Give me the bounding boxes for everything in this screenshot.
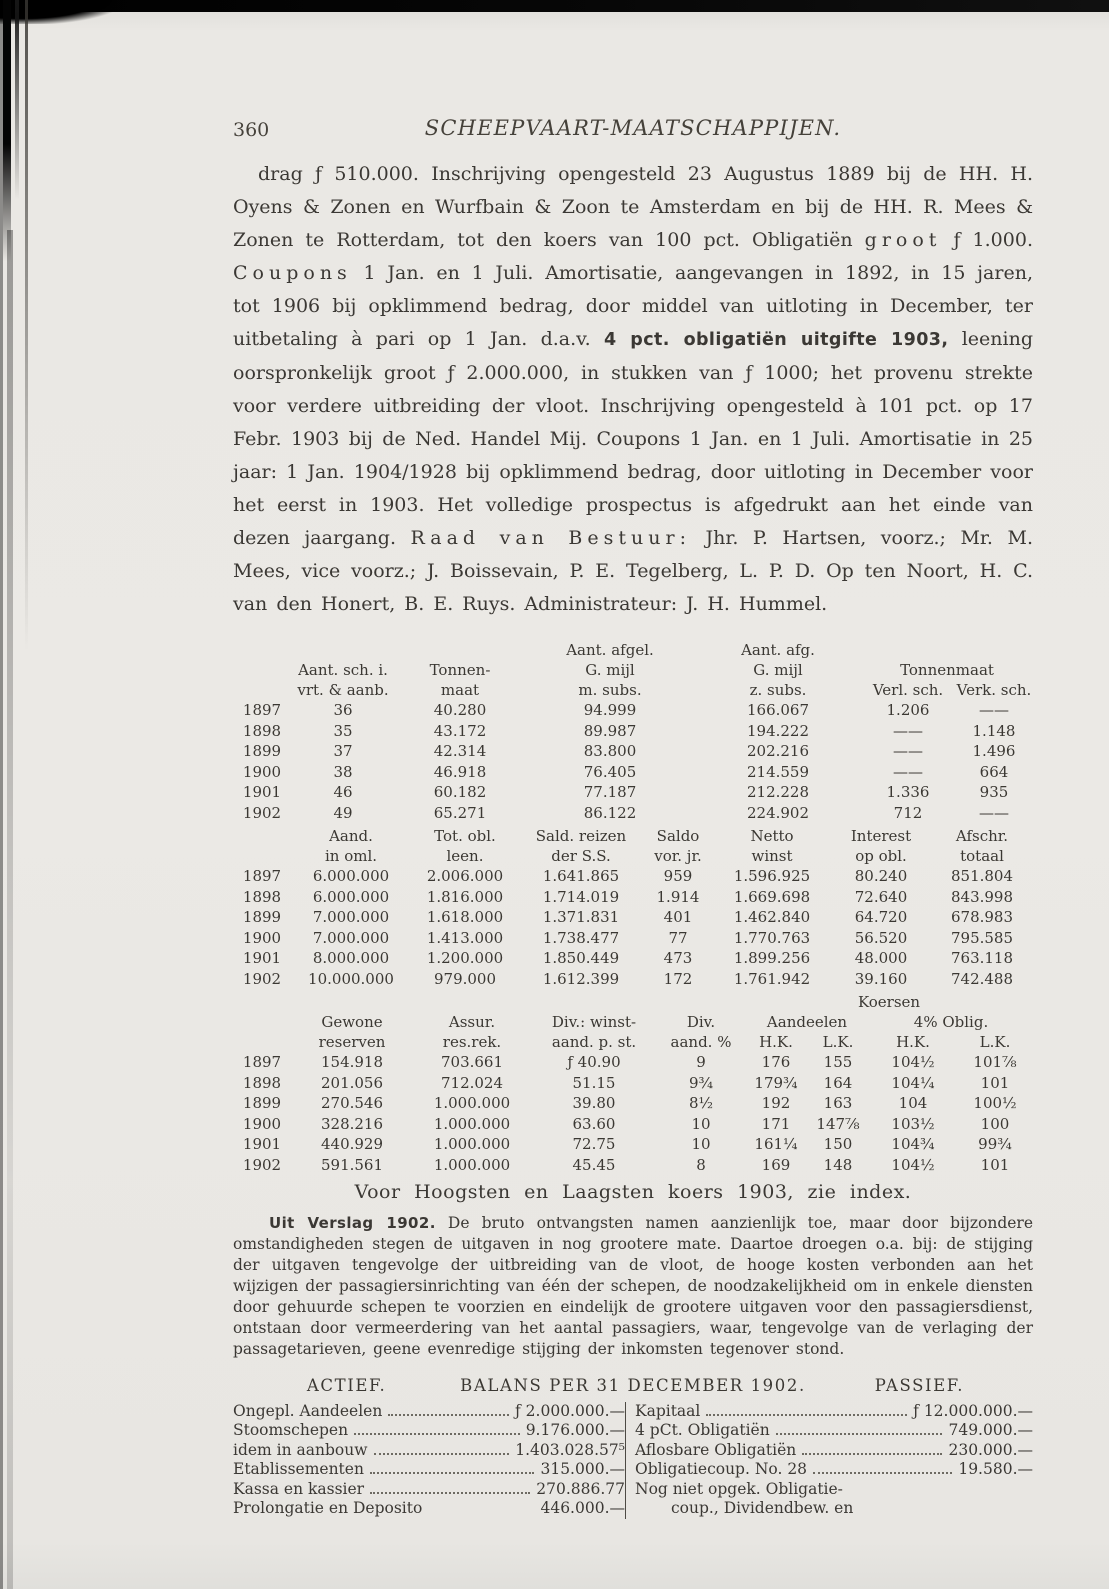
table-cell: 45.45 bbox=[572, 1155, 616, 1174]
column-header: Sald. reizen bbox=[535, 827, 627, 845]
table-cell: 1.200.000 bbox=[426, 949, 504, 967]
column-header: Gewone bbox=[321, 1013, 383, 1031]
table-cell: 46 bbox=[333, 783, 353, 801]
table-cell: 1902 bbox=[242, 803, 282, 822]
table-cell: 171 bbox=[761, 1114, 791, 1133]
table-cell: 270.546 bbox=[320, 1094, 384, 1112]
text-segment: Jhr. P. Hartsen, voorz.; Mr. M. Mees, vice voorz.; J. Boissevain, P. E. Tegelberg, L. P. D. Op ten Noort, H. C. van den Honert, B. E. Ruys. Administrateur: J. H. Hummel. bbox=[233, 527, 1033, 615]
table-cell: 8 bbox=[696, 1155, 706, 1174]
balance-amount: 315.000.— bbox=[540, 1460, 625, 1478]
table-cell: 1.714.019 bbox=[542, 887, 620, 906]
balance-label: Kassa en kassier bbox=[233, 1479, 365, 1498]
table-cell: 63.60 bbox=[572, 1114, 616, 1133]
table-row bbox=[233, 762, 1033, 783]
table-cell: 60.182 bbox=[433, 783, 487, 801]
table-row bbox=[233, 1155, 1033, 1176]
table-cell: 1.914 bbox=[656, 887, 700, 906]
table-cell: 64.720 bbox=[854, 908, 908, 926]
table-cell: 401 bbox=[663, 908, 693, 926]
table-cell: 8.000.000 bbox=[312, 949, 390, 967]
table-cell: 86.122 bbox=[583, 803, 637, 822]
table-row bbox=[233, 721, 1033, 742]
table-cell: 65.271 bbox=[433, 803, 487, 822]
column-header: 4% Oblig. bbox=[913, 1013, 989, 1031]
column-header: Tonnen- bbox=[429, 661, 491, 679]
table-cell: 6.000.000 bbox=[312, 867, 390, 885]
balance-amount: 749.000.— bbox=[948, 1421, 1033, 1439]
table-cell: 72.75 bbox=[572, 1135, 616, 1153]
column-header: der S.S. bbox=[551, 847, 611, 865]
table-cell: 76.405 bbox=[583, 762, 637, 781]
table-cell: 212.228 bbox=[746, 783, 810, 801]
table-cell: 851.804 bbox=[950, 867, 1014, 885]
table-cell: 591.561 bbox=[320, 1155, 384, 1174]
table-row bbox=[233, 928, 1033, 949]
text-segment: Raad van Bestuur: bbox=[410, 527, 691, 549]
balance-amount: 1.403.028.57⁵ bbox=[515, 1440, 625, 1459]
column-header: maat bbox=[440, 681, 480, 699]
balance-amount: ƒ 12.000.000.— bbox=[913, 1401, 1033, 1420]
table-cell: —— bbox=[979, 701, 1009, 719]
table-cell: 1899 bbox=[242, 742, 282, 760]
table-cell: 1898 bbox=[242, 721, 282, 740]
table-cell: 37 bbox=[333, 742, 353, 760]
dotted-leader bbox=[374, 1453, 510, 1455]
table-cell: 1.618.000 bbox=[426, 908, 504, 926]
column-header: vrt. & aanb. bbox=[297, 681, 389, 699]
table-cell: 935 bbox=[979, 783, 1009, 801]
text-segment: leening oorspronkelijk groot ƒ 2.000.000, in stukken van ƒ 1000; het provenu strekte voor verdere uitbreiding der vloot. Inschrijving opengesteld à 101 pct. op 17 Febr. 1903 bij de Ned. Handel Mij. Coupons 1 Jan. en 1 Juli. Amortisatie in 25 jaar: 1 Jan. 1904/1928 bij opklimmend bedrag, door uitloting in December voor het eerst in 1903. Het volledige prospectus is afgedrukt aan het einde van dezen jaargang. bbox=[233, 328, 1033, 549]
table-cell: 1.148 bbox=[972, 721, 1016, 740]
bold-text-segment: 4 pct. obligatiën uitgifte 1903, bbox=[603, 330, 949, 350]
page-content bbox=[233, 116, 1033, 1519]
balance-amount: ƒ 2.000.000.— bbox=[515, 1401, 625, 1420]
table-cell: 1.000.000 bbox=[433, 1114, 511, 1133]
column-header: totaal bbox=[960, 847, 1004, 865]
table-cell: 77.187 bbox=[583, 783, 637, 801]
actief-label: ACTIEF. bbox=[306, 1375, 387, 1395]
balance-row bbox=[233, 1499, 625, 1519]
balance-amount: 230.000.— bbox=[948, 1440, 1033, 1459]
dotted-leader bbox=[388, 1414, 509, 1416]
table-row bbox=[233, 948, 1033, 969]
table-row bbox=[233, 1134, 1033, 1155]
table-cell: 150 bbox=[823, 1135, 853, 1153]
balance-label: idem in aanbouw bbox=[233, 1440, 368, 1459]
column-header: res.rek. bbox=[442, 1033, 502, 1051]
balans-title: BALANS PER 31 DECEMBER 1902. bbox=[460, 1375, 806, 1395]
table-cell: 10 bbox=[691, 1135, 711, 1153]
table-cell: 6.000.000 bbox=[312, 887, 390, 906]
table-cell: 1.206 bbox=[886, 701, 930, 719]
column-header: L.K. bbox=[979, 1033, 1011, 1051]
balance-amount: 9.176.000.— bbox=[525, 1421, 625, 1439]
table-cell: 1898 bbox=[242, 1073, 282, 1092]
tonnage-table-header bbox=[233, 640, 1033, 700]
binding-mark bbox=[0, 0, 3, 1589]
dotted-leader bbox=[370, 1472, 535, 1474]
column-header: Verl. sch. bbox=[872, 681, 944, 699]
table-cell: 163 bbox=[823, 1094, 853, 1112]
table-cell: —— bbox=[893, 742, 923, 760]
table-cell: 678.983 bbox=[950, 908, 1014, 926]
balance-amount: 270.886.77 bbox=[536, 1479, 625, 1498]
finance-table-header bbox=[233, 826, 1033, 866]
dotted-leader bbox=[802, 1453, 942, 1455]
column-header: vor. jr. bbox=[654, 847, 702, 865]
balance-label: coup., Dividendbew. en bbox=[671, 1499, 854, 1517]
balance-amount: 446.000.— bbox=[540, 1499, 625, 1517]
koersen-table-header bbox=[233, 992, 1033, 1052]
table-cell: 46.918 bbox=[433, 762, 487, 781]
table-cell: 94.999 bbox=[583, 701, 637, 719]
dotted-leader bbox=[813, 1472, 952, 1474]
dotted-leader bbox=[706, 1414, 907, 1416]
column-header: H.K. bbox=[896, 1033, 930, 1051]
table-cell: 83.800 bbox=[583, 742, 637, 760]
table-row bbox=[233, 741, 1033, 762]
text-segment: Coupons bbox=[233, 262, 352, 284]
table-row bbox=[233, 969, 1033, 990]
column-header: z. subs. bbox=[749, 681, 807, 699]
table-cell: 979.000 bbox=[433, 969, 497, 988]
column-header: L.K. bbox=[822, 1033, 854, 1051]
table-cell: 843.998 bbox=[950, 887, 1014, 906]
table-cell: 1.336 bbox=[886, 783, 930, 801]
table-cell: 328.216 bbox=[320, 1114, 384, 1133]
table-row bbox=[233, 907, 1033, 928]
table-cell: 1897 bbox=[242, 867, 282, 885]
passief-column bbox=[625, 1402, 1033, 1519]
table-cell: 1.761.942 bbox=[733, 969, 811, 988]
column-header: Interest bbox=[850, 827, 912, 845]
table-cell: 1897 bbox=[242, 701, 282, 719]
table-cell: 103½ bbox=[891, 1114, 935, 1133]
column-header: op obl. bbox=[855, 847, 907, 865]
binding-mark bbox=[15, 0, 19, 200]
balans-section bbox=[233, 1376, 1033, 1519]
table-cell: 1.000.000 bbox=[433, 1155, 511, 1174]
table-cell: 1.000.000 bbox=[433, 1135, 511, 1153]
column-header: G. mijl bbox=[753, 661, 803, 679]
table-row bbox=[233, 803, 1033, 824]
table-cell: —— bbox=[893, 762, 923, 781]
table-cell: 51.15 bbox=[572, 1073, 616, 1092]
table-cell: 473 bbox=[663, 949, 693, 967]
table-cell: —— bbox=[979, 803, 1009, 822]
column-group-header: Koersen bbox=[857, 993, 921, 1011]
table-cell: —— bbox=[893, 721, 923, 740]
table-cell: 154.918 bbox=[320, 1053, 384, 1071]
table-cell: 39.160 bbox=[854, 969, 908, 988]
balance-row bbox=[233, 1421, 625, 1441]
table-cell: 148 bbox=[823, 1155, 853, 1174]
koers-index-note: Voor Hoogsten en Laagsten koers 1903, zie index. bbox=[354, 1181, 912, 1203]
column-header: Verk. sch. bbox=[956, 681, 1032, 699]
table-row bbox=[233, 1114, 1033, 1135]
column-header: m. subs. bbox=[578, 681, 642, 699]
table-row bbox=[233, 887, 1033, 908]
balance-amount: 19.580.— bbox=[958, 1460, 1033, 1478]
koersen-table bbox=[233, 992, 1033, 1175]
column-header: Aandeelen bbox=[766, 1013, 848, 1031]
table-cell: 1900 bbox=[242, 1114, 282, 1133]
verslag-paragraph bbox=[233, 1213, 1033, 1360]
balance-label: Etablissementen bbox=[233, 1460, 364, 1478]
binding-mark bbox=[3, 0, 11, 262]
table-cell: 1.371.831 bbox=[542, 908, 620, 926]
table-cell: 1.496 bbox=[972, 742, 1016, 760]
column-header: Aant. afg. bbox=[741, 641, 815, 659]
table-cell: 172 bbox=[663, 969, 693, 988]
balance-row bbox=[635, 1460, 1033, 1480]
top-edge-scan-artifact bbox=[0, 0, 1109, 12]
table-cell: 72.640 bbox=[854, 887, 908, 906]
table-cell: 147⅞ bbox=[816, 1114, 860, 1133]
balance-label: Ongepl. Aandeelen bbox=[233, 1401, 383, 1420]
table-cell: 202.216 bbox=[746, 742, 810, 760]
table-cell: 104 bbox=[898, 1094, 928, 1112]
table-cell: 38 bbox=[333, 762, 353, 781]
text-segment: drag ƒ 510.000. Inschrijving opengesteld 23 Augustus 1889 bij de HH. H. Oyens & Zonen en Wurfbain & Zoon te Amsterdam en bij de HH. R. Mees & Zonen te Rotterdam, tot den koers van 100 pct. Obligatiën bbox=[233, 163, 1033, 251]
column-header: leen. bbox=[446, 847, 484, 865]
table-cell: 100½ bbox=[973, 1094, 1017, 1112]
balance-row bbox=[635, 1421, 1033, 1441]
table-cell: 36 bbox=[333, 701, 353, 719]
balance-label: 4 pCt. Obligatiën bbox=[635, 1421, 770, 1439]
table-cell: 176 bbox=[761, 1053, 791, 1071]
binding-mark bbox=[25, 0, 28, 650]
text-segment: 1 Jan. en 1 Juli. Amortisatie, aangevangen in 1892, in 15 jaren, tot 1906 bij opklimmend bedrag, door middel van uitloting in December, ter uitbetaling à pari op 1 Jan. d.a.v. bbox=[233, 262, 1033, 350]
table-cell: 39.80 bbox=[572, 1094, 616, 1112]
dotted-leader bbox=[370, 1492, 530, 1494]
column-header: Aant. afgel. bbox=[566, 641, 654, 659]
table-cell: 8½ bbox=[688, 1094, 714, 1112]
table-row bbox=[233, 782, 1033, 803]
table-cell: 48.000 bbox=[854, 949, 908, 967]
column-header: Tonnenmaat bbox=[900, 661, 994, 679]
table-cell: 1.669.698 bbox=[733, 887, 811, 906]
table-cell: 100 bbox=[980, 1114, 1010, 1133]
dotted-leader bbox=[776, 1433, 943, 1435]
table-cell: 1.770.763 bbox=[733, 928, 811, 947]
table-cell: 1.816.000 bbox=[426, 887, 504, 906]
table-cell: 101⅞ bbox=[973, 1053, 1017, 1071]
column-header: aand. p. st. bbox=[551, 1033, 637, 1051]
table-cell: 155 bbox=[823, 1053, 853, 1071]
table-cell: 101 bbox=[980, 1073, 1010, 1092]
table-row bbox=[233, 1073, 1033, 1094]
table-cell: 1901 bbox=[242, 949, 282, 967]
table-cell: 161¼ bbox=[754, 1135, 798, 1153]
running-header bbox=[233, 116, 1033, 148]
balance-label: Nog niet opgek. Obligatie- bbox=[635, 1479, 843, 1498]
balance-row bbox=[635, 1402, 1033, 1422]
table-row bbox=[233, 1052, 1033, 1073]
table-cell: 703.661 bbox=[440, 1053, 504, 1071]
tonnage-table bbox=[233, 640, 1033, 823]
column-header: Saldo bbox=[656, 827, 700, 845]
table-row bbox=[233, 866, 1033, 887]
column-header: Div.: winst- bbox=[551, 1013, 637, 1031]
balance-row bbox=[635, 1499, 1033, 1519]
table-cell: 712.024 bbox=[440, 1073, 504, 1092]
table-cell: 104½ bbox=[891, 1155, 935, 1174]
column-header: G. mijl bbox=[585, 661, 635, 679]
table-cell: 164 bbox=[823, 1073, 853, 1092]
table-cell: 1.413.000 bbox=[426, 928, 504, 947]
table-cell: 77 bbox=[668, 928, 688, 947]
table-cell: 224.902 bbox=[746, 803, 810, 822]
text-segment: ƒ 1.000. bbox=[941, 229, 1033, 251]
table-cell: 56.520 bbox=[854, 928, 908, 947]
finance-table bbox=[233, 826, 1033, 989]
balance-row bbox=[233, 1480, 625, 1500]
passief-label: PASSIEF. bbox=[874, 1375, 965, 1395]
balance-label: Aflosbare Obligatiën bbox=[635, 1440, 797, 1459]
table-cell: 1901 bbox=[242, 783, 282, 801]
table-cell: 194.222 bbox=[746, 721, 810, 740]
column-header: reserven bbox=[318, 1033, 386, 1051]
table-cell: 1.850.449 bbox=[542, 949, 620, 967]
page-title: SCHEEPVAART-MAATSCHAPPIJEN. bbox=[424, 116, 842, 140]
table-cell: 214.559 bbox=[746, 762, 810, 781]
table-cell: 1899 bbox=[242, 1094, 282, 1112]
text-segment: De bruto ontvangsten namen aanzienlijk toe, maar door bijzondere omstandigheden stegen de uitgaven in nog grootere mate. Daartoe droegen o.a. bij: de stijging der uitgaven tengevolge der uitbreiding van de vloot, de hooge kosten verbonden aan het wijzigen der passagiersinrichting van één der schepen, de noodzakelijkheid om in enkele diensten door gehuurde schepen te voorzien en eindelijk de grootere uitgaven voor den passagiersdienst, ontstaan door vermeerdering van het aantal passagiers, waar, tengevolge van de verlaging der passagetarieven, geene evenredige stijging der inkomsten tegenover stond. bbox=[233, 1214, 1033, 1358]
column-header: winst bbox=[751, 847, 793, 865]
table-cell: 795.585 bbox=[950, 928, 1014, 947]
actief-column bbox=[233, 1402, 625, 1519]
binding-mark bbox=[7, 230, 13, 1589]
table-cell: 80.240 bbox=[854, 867, 908, 885]
table-cell: 1900 bbox=[242, 762, 282, 781]
balance-row bbox=[233, 1402, 625, 1422]
balance-row bbox=[233, 1460, 625, 1480]
table-row bbox=[233, 1093, 1033, 1114]
table-cell: 959 bbox=[663, 867, 693, 885]
table-cell: 1.641.865 bbox=[542, 867, 620, 885]
table-cell: 1901 bbox=[242, 1135, 282, 1153]
table-cell: 43.172 bbox=[433, 721, 487, 740]
balance-row bbox=[233, 1441, 625, 1461]
bold-text-segment: Uit Verslag 1902. bbox=[269, 1214, 436, 1232]
table-cell: 1902 bbox=[242, 969, 282, 988]
table-cell: 1898 bbox=[242, 887, 282, 906]
page-number: 360 bbox=[233, 119, 270, 141]
table-cell: 1.596.925 bbox=[733, 867, 811, 885]
table-cell: 10 bbox=[691, 1114, 711, 1133]
table-cell: 10.000.000 bbox=[308, 969, 394, 988]
column-header: Tot. obl. bbox=[434, 827, 496, 845]
column-header: aand. % bbox=[670, 1033, 732, 1051]
balance-row bbox=[635, 1441, 1033, 1461]
table-cell: 1.000.000 bbox=[433, 1094, 511, 1112]
table-cell: 7.000.000 bbox=[312, 928, 390, 947]
table-cell: 104½ bbox=[891, 1053, 935, 1071]
dotted-leader bbox=[354, 1433, 520, 1435]
table-cell: 9¾ bbox=[688, 1073, 714, 1092]
table-cell: 1.462.840 bbox=[733, 908, 811, 926]
table-cell: 1.899.256 bbox=[733, 949, 811, 967]
balans-header bbox=[233, 1376, 1033, 1395]
table-cell: 201.056 bbox=[320, 1073, 384, 1092]
table-cell: 169 bbox=[761, 1155, 791, 1174]
table-cell: 101 bbox=[980, 1155, 1010, 1174]
balance-row bbox=[635, 1480, 1033, 1500]
text-segment: groot bbox=[864, 229, 942, 251]
table-cell: 1.738.477 bbox=[542, 928, 620, 947]
table-row bbox=[233, 700, 1033, 721]
column-header: Assur. bbox=[448, 1013, 496, 1031]
table-cell: 712 bbox=[893, 803, 923, 822]
intro-paragraph bbox=[233, 158, 1033, 621]
table-cell: 104¾ bbox=[891, 1135, 935, 1153]
table-cell: 7.000.000 bbox=[312, 908, 390, 926]
table-cell: 1897 bbox=[242, 1053, 282, 1071]
column-header: Aant. sch. i. bbox=[298, 661, 388, 679]
table-cell: 2.006.000 bbox=[426, 867, 504, 885]
table-cell: 192 bbox=[761, 1094, 791, 1112]
table-cell: 664 bbox=[979, 762, 1009, 781]
column-header: H.K. bbox=[759, 1033, 793, 1051]
table-cell: 763.118 bbox=[950, 949, 1014, 967]
table-cell: 1.612.399 bbox=[542, 969, 620, 988]
table-cell: 179¾ bbox=[754, 1073, 798, 1092]
table-cell: 742.488 bbox=[950, 969, 1014, 988]
table-cell: 35 bbox=[333, 721, 353, 740]
table-cell: 40.280 bbox=[433, 701, 487, 719]
table-cell: 49 bbox=[333, 803, 353, 822]
balance-label: Obligatiecoup. No. 28 bbox=[635, 1460, 808, 1478]
table-cell: 440.929 bbox=[320, 1135, 384, 1153]
balance-label: Prolongatie en Deposito bbox=[233, 1499, 423, 1517]
table-cell: 1899 bbox=[242, 908, 282, 926]
table-cell: 1902 bbox=[242, 1155, 282, 1174]
table-cell: 1900 bbox=[242, 928, 282, 947]
balance-label: Stoomschepen bbox=[233, 1421, 349, 1439]
table-cell: 104¼ bbox=[891, 1073, 935, 1092]
balance-label: Kapitaal bbox=[635, 1401, 701, 1420]
column-header: Aand. bbox=[329, 827, 373, 845]
table-cell: 166.067 bbox=[746, 701, 810, 719]
column-header: Div. bbox=[686, 1013, 716, 1031]
column-header: in oml. bbox=[324, 847, 378, 865]
table-cell: ƒ 40.90 bbox=[567, 1053, 621, 1071]
column-header: Afschr. bbox=[955, 827, 1009, 845]
table-cell: 89.987 bbox=[583, 721, 637, 740]
table-cell: 99¾ bbox=[978, 1135, 1012, 1153]
table-cell: 9 bbox=[696, 1053, 706, 1071]
table-cell: 42.314 bbox=[433, 742, 487, 760]
balans-body bbox=[233, 1402, 1033, 1519]
column-header: Netto bbox=[750, 827, 794, 845]
